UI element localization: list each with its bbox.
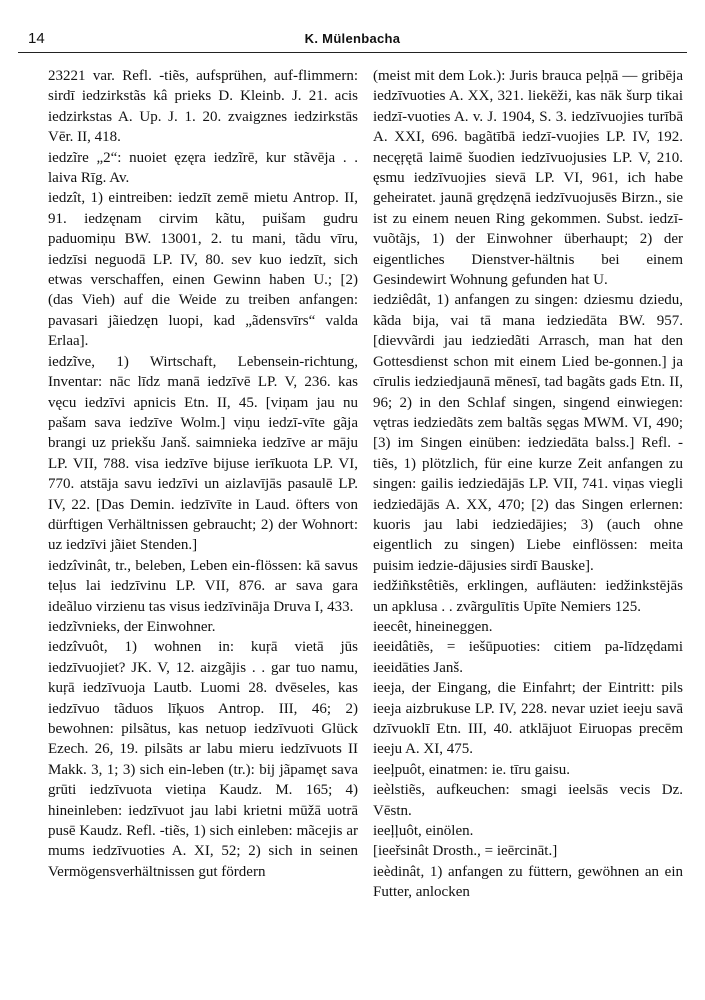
- entry-paragraph: iedzîvinât, tr., beleben, Leben ein-flössen: kā savus teļus lai iedzīvinu LP. VII, 876. ar sava gara ideãluo virzienu tas visus iedzīvināja Druva I, 433.: [48, 557, 358, 615]
- entry-paragraph: ieeja, der Eingang, die Einfahrt; der Eintritt: pils ieeja aizbrukuse LP. IV, 228. nevar uziet ieeju savā dzīvuoklī Etn. III, 40. atklājuot Eiruopas precēm ieeju A. XI, 475.: [373, 680, 683, 758]
- entry-paragraph: ieecêt, hineineggen.: [373, 618, 493, 635]
- entry-paragraph: (meist mit dem Lok.): Juris brauca peļņā — gribēja iedzīvuoties A. XX, 321. liekēži, kas nāk šurp tikai iedzī-vuoties A. v. J. 1904, S. 3. iedzīvuojies turībā A. XXI, 696. bagãtībā iedzī-vuojies LP. IV, 192. necęŗętā laimē šuodien iedzīvuojusies LP. V, 210. ęsmu iedzīvuojies sievā LP. VI, 961, ich habe geheiratet. jaunā grędzęnā iedzīvuojusēs Birzn., sie ist zu einem neuen Ring gekommen. Subst. iedzī-vuõtãjs, 1) der Einwohner überhaupt; 2) der eigentliches Dienstver-hältnis bei einem Gesindewirt Wohnung gefunden hat U.: [373, 68, 683, 289]
- entry-paragraph: ieèlstiẽs, aufkeuchen: smagi ieelsās vecis Dz. Vēstn.: [373, 782, 683, 819]
- entry-paragraph: iedzĩve, 1) Wirtschaft, Lebensein-richtung, Inventar: nāc līdz manā iedzīvē LP. V, 236. kas vęcu iedzīvi apnicis Etn. II, 45. [viņam jau nu pašam sava iedzīve Wolm.] viņu iedzī-vīte gãja brangi uz priekšu Janš. saimnieka iedzīve ar māju LP. VII, 788. visa iedzīve bijuse ierīkuota LP. VI, 770. atstāja savu iedzīvi un aizlavījās pasaulē LP. IV, 22. [Das Demin. iedzīvīte in Laud. öfters von dürftigen Verhältnissen gebraucht; 2) der Wohnort: uz iedzīvi jãiet Stenden.]: [48, 353, 358, 554]
- page-number: 14: [28, 30, 45, 47]
- entry-paragraph: 23221 var. Refl. -tiẽs, aufsprühen, auf-flimmern: sirdī iedzirkstãs kâ prieks D. Kleinb. J. 21. acis iedzirkstas A. Up. J. 1. 20. zvaigznes iedzirkstās Vēr. II, 418.: [48, 68, 358, 146]
- left-column: [48, 66, 358, 986]
- entry-paragraph: [ieeřsinât Drosth., = ieērcināt.]: [373, 843, 558, 860]
- entry-paragraph: iedžiñkstêtiẽs, erklingen, aufläuten: iedžinkstējās un apklusa . . zvãrgulītis Upīte Nemiers 125.: [373, 578, 683, 615]
- entry-paragraph: iedzĩre „2“: nuoiet ęzęra iedzĩrē, kur stãvēja . . laiva Rīg. Av.: [48, 149, 358, 187]
- running-title: K. Mülenbacha: [304, 31, 401, 46]
- entry-paragraph: iedziêdât, 1) anfangen zu singen: dziesmu dziedu, kãda bija, vai tā mana iedziedāta BW. 957. [dievvãrdi jau iedziedãti Arrasch, man hat den Gottesdienst schon mit einem Lied be-gonnen.] ja cīrulis iedziedjaunā mēnesī, tad bagãts gads Etn. II, 96; 2) in den Schlaf singen, singend einwiegen: vętras iedziedãts zem baltãs sęgas MWM. VI, 490; [3) im Singen einüben: iedziedāta balss.] Refl. -tiẽs, 1) plötzlich, für eine kurze Zeit anfangen zu singen: gailis iedziedājās LP. VII, 741. viņas viegli iedziedājās A. XX, 470; [2) das Singen erlernen: kuoris jau labi iedziedājies; 3) (auch ohne eigentlich zu singen) Liebe einflössen: meita puisim iedzie-dājusies sirdī Bauske].: [373, 292, 683, 574]
- page-header: [18, 28, 687, 53]
- entry-paragraph: iedzĩvnieks, der Einwohner.: [48, 618, 216, 635]
- entry-paragraph: ieeļpuôt, einatmen: ie. tīru gaisu.: [373, 761, 571, 778]
- entry-paragraph: ieeļļuôt, einölen.: [373, 823, 474, 840]
- entry-paragraph: iedzît, 1) eintreiben: iedzīt zemē mietu Antrop. II, 91. iedzęnam cirvim kãtu, puišam gudru paduomiņu BW. 13001, 2. tu mani, tãdu vīru, iedzīsi neguodā LP. IV, 80. sev kuo iedzīt, sich etwas verschaffen, einen Gewinn haben U.; [2) (das Vieh) auf die Weide zu treiben anfangen: pavasari jãiedzęn luopi, kad „ãdensvīrs“ valda Erlaa].: [48, 190, 358, 350]
- entry-paragraph: ieeidâtiẽs, = iešūpuoties: citiem pa-līdzędami ieeidāties Janš.: [373, 639, 683, 676]
- right-column: [373, 66, 683, 986]
- entry-paragraph: ieèdinât, 1) anfangen zu füttern, gewöhnen an ein Futter, anlocken: [373, 863, 683, 901]
- entry-paragraph: iedzîvuôt, 1) wohnen in: kuŗā vietā jūs iedzīvuojiet? JK. V, 12. aizgãjis . . gar tuo namu, kuŗā iedzīvuoja Lautb. Luomi 28. dvēseles, kas iedzīvuo tãduos līķuos Antrop. III, 46; 2) bewohnen: pilsãtus, kas netuop iedzīvuoti Glück Ezech. 26, 19. pilsãts ar labu mieru iedzīvuots II Makk. 3, 1; 3) sich ein-leben (tr.): bij jãpamęt sava grūti iedzīvuota vietiņa Kaudz. M. 165; 4) hineinleben: iedzīvuot jau labi krietni mūžā uotrā pusē Kaudz. Refl. -tiẽs, 1) sich einleben: mãcejis ar mums iedzīvuoties A. XI, 52; 2) sich in seinen Vermögensverhältnissen gut fördern: [48, 639, 358, 880]
